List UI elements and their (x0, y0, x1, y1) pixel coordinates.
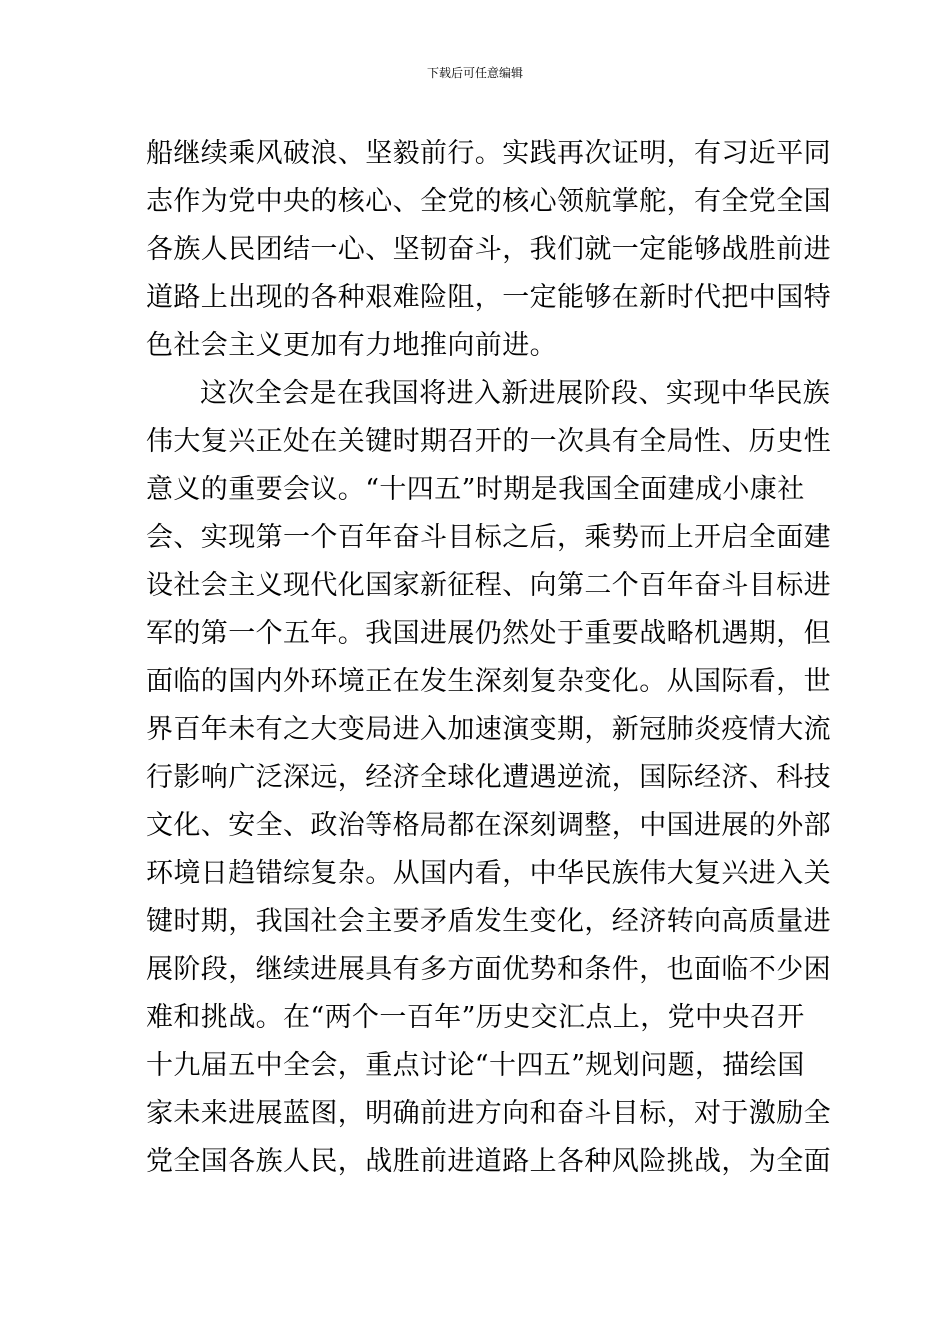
text-line: 船继续乘风破浪、坚毅前行。实践再次证明，有习近平同 (146, 138, 831, 169)
text-line: 志作为党中央的核心、全党的核心领航掌舵，有全党全国 (146, 186, 831, 217)
page-header: 下载后可任意编辑 (426, 66, 523, 80)
text-line: 家未来进展蓝图，明确前进方向和奋斗目标，对于激励全 (146, 1098, 831, 1129)
text-line: 界百年未有之大变局进入加速演变期，新冠肺炎疫情大流 (146, 714, 831, 745)
text-line: 伟大复兴正处在关键时期召开的一次具有全局性、历史性 (146, 426, 831, 457)
text-line: 设社会主义现代化国家新征程、向第二个百年奋斗目标进 (146, 570, 831, 601)
text-line: 十九届五中全会，重点讨论“十四五”规划问题，描绘国 (146, 1050, 805, 1081)
text-line: 意义的重要会议。“十四五”时期是我国全面建成小康社 (146, 474, 805, 505)
text-line: 难和挑战。在“两个一百年”历史交汇点上，党中央召开 (146, 1002, 805, 1033)
text-line: 党全国各族人民，战胜前进道路上各种风险挑战，为全面 (146, 1146, 831, 1177)
text-line: 文化、安全、政治等格局都在深刻调整，中国进展的外部 (146, 810, 831, 841)
text-line: 键时期，我国社会主要矛盾发生变化，经济转向高质量进 (146, 906, 831, 937)
text-line: 会、实现第一个百年奋斗目标之后，乘势而上开启全面建 (146, 522, 831, 553)
text-line: 各族人民团结一心、坚韧奋斗，我们就一定能够战胜前进 (146, 234, 831, 265)
text-line: 环境日趋错综复杂。从国内看，中华民族伟大复兴进入关 (146, 858, 831, 889)
text-line: 道路上出现的各种艰难险阻，一定能够在新时代把中国特 (146, 282, 831, 313)
text-line: 行影响广泛深远，经济全球化遭遇逆流，国际经济、科技 (146, 762, 831, 793)
text-line: 色社会主义更加有力地推向前进。 (146, 330, 557, 361)
text-line: 军的第一个五年。我国进展仍然处于重要战略机遇期，但 (146, 618, 831, 649)
text-line: 展阶段，继续进展具有多方面优势和条件，也面临不少困 (146, 954, 831, 985)
paragraph-start-line: 这次全会是在我国将进入新进展阶段、实现中华民族 (200, 378, 831, 409)
document-body (146, 130, 831, 1186)
text-line: 面临的国内外环境正在发生深刻复杂变化。从国际看，世 (146, 666, 831, 697)
